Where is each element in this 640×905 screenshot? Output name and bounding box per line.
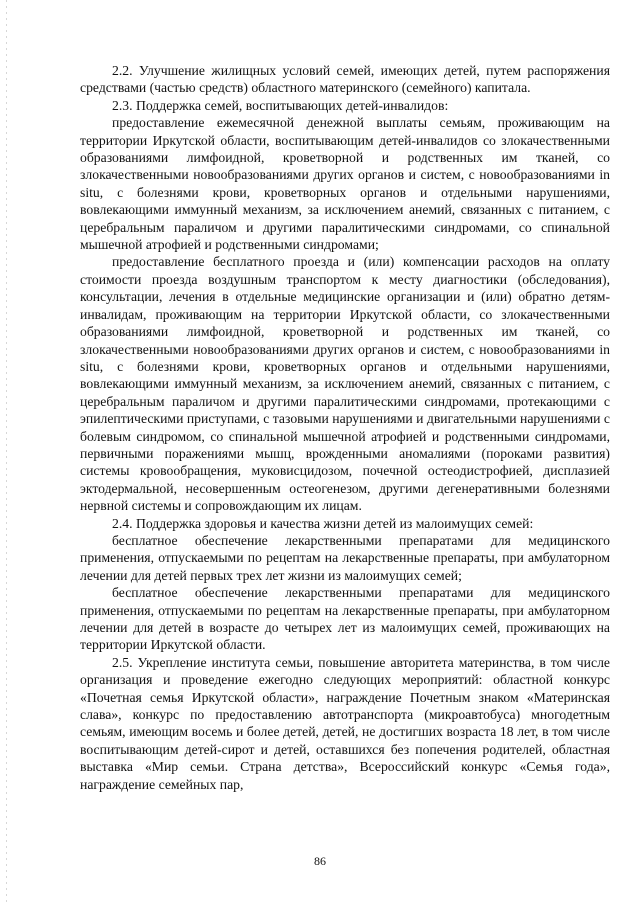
paragraph-medicines-under-4: бесплатное обеспечение лекарственными препаратами для медицинского применения, отпускаемыми по рецептам на лекарственные препараты, при амбулаторном лечении для детей в возрасте до четырех лет из малоимущих семей, проживающих на территории Иркутской области. <box>80 585 610 653</box>
document-body <box>80 62 610 793</box>
scan-edge <box>6 0 7 905</box>
page-number: 86 <box>314 854 326 868</box>
paragraph-2-3: 2.3. Поддержка семей, воспитывающих детей-инвалидов: <box>112 97 449 113</box>
paragraph-2-4: 2.4. Поддержка здоровья и качества жизни детей из малоимущих семей: <box>112 515 534 531</box>
paragraph-2-2: 2.2. Улучшение жилищных условий семей, имеющих детей, путем распоряжения средствами (частью средств) областного материнского (семейного) капитала. <box>80 63 610 96</box>
paragraph-free-travel: предоставление бесплатного проезда и (или) компенсации расходов на оплату стоимости проезда воздушным транспортом к месту диагностики (обследования), консультации, лечения в отдельные медицинские организации и (или) обратно детям-инвалидам, проживающим на территории Иркутской области, со злокачественными образованиями лимфоидной, кроветворной и родственных им тканей, со злокачественными новообразованиями других органов и систем, с новообразованиями in situ, с болезнями крови, кроветворных органов и отдельными нарушениями, вовлекающими иммунный механизм, за исключением анемий, связанных с питанием, с церебральным параличом и другими паралитическими синдромами, протекающими с эпилептическими приступами, с тазовыми нарушениями и двигательными нарушениями с болевым синдромом, со спинальной мышечной атрофией и родственными синдромами, первичными поражениями мышц, врожденными аномалиями (пороками развития) системы кровообращения, муковисцидозом, почечной остеодистрофией, дисплазией эктодермальной, несовершенным остеогенезом, другими дегенеративными болезнями нервной системы и сопровождающим их лицам. <box>80 254 610 514</box>
paragraph-medicines-under-3: бесплатное обеспечение лекарственными препаратами для медицинского применения, отпускаемыми по рецептам на лекарственные препараты, при амбулаторном лечении для детей первых трех лет жизни из малоимущих семей; <box>80 532 610 583</box>
paragraph-2-5: 2.5. Укрепление института семьи, повышение авторитета материнства, в том числе организация и проведение ежегодно следующих мероприятий: областной конкурс «Почетная семья Иркутской области», награждение Почетным знаком «Материнская слава», конкурс по предоставлению автотранспорта (микроавтобуса) многодетным семьям, имеющим восемь и более детей, детей, не достигших возраста 18 лет, в том числе воспитывающим детей-сирот и детей, оставшихся без попечения родителей, областная выставка «Мир семьи. Страна детства», Всероссийский конкурс «Семья года», награждение семейных пар, <box>80 654 610 792</box>
paragraph-monthly-payment: предоставление ежемесячной денежной выплаты семьям, проживающим на территории Иркутской области, воспитывающим детей-инвалидов со злокачественными образованиями лимфоидной, кроветворной и родственных им тканей, со злокачественными новообразованиями других органов и систем, с новообразованиями in situ, с болезнями крови, кроветворных органов и отдельными нарушениями, вовлекающими иммунный механизм, за исключением анемий, связанных с питанием, с церебральным параличом и другими паралитическими синдромами, со спинальной мышечной атрофией и родственными синдромами; <box>80 115 610 253</box>
